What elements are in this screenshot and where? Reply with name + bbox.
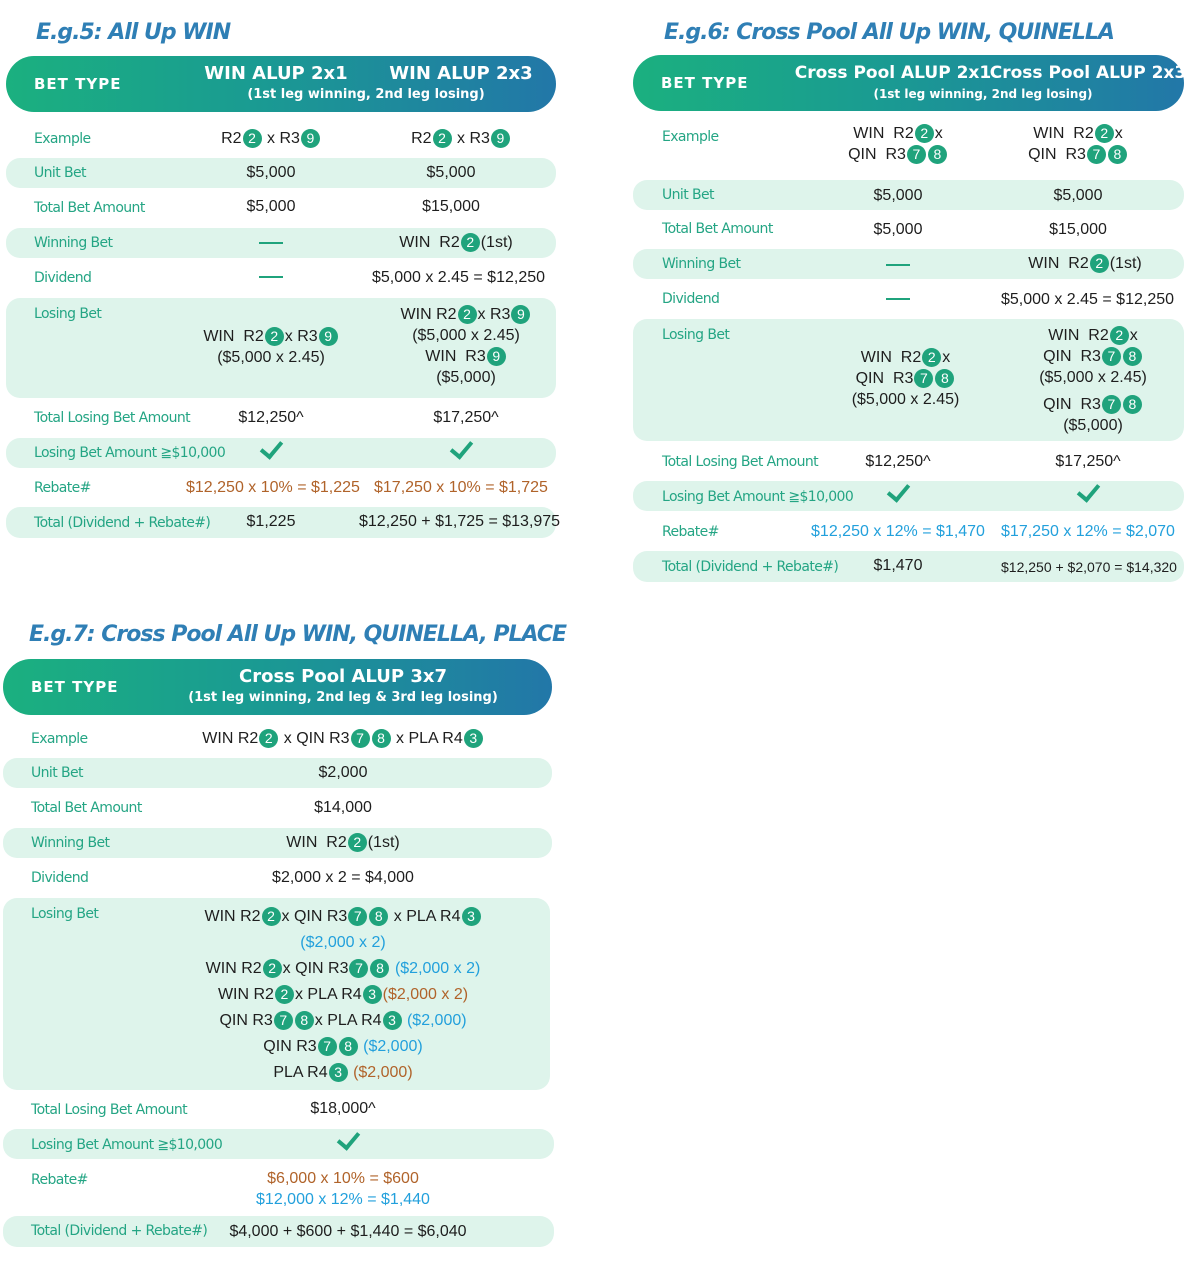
eg6-c1-rebate: $12,250 x 12% = $1,470 <box>811 523 985 540</box>
eg5-row-dividend <box>6 263 556 293</box>
eg7-title: E.g.7: Cross Pool All Up WIN, QUINELLA, PLACE <box>29 622 567 647</box>
eg5-bet-type: BET TYPE <box>34 75 122 93</box>
eg7-c1-example: WIN R2 2 x QIN R3 7 8 x PLA R4 3 <box>163 728 523 749</box>
eg7-header <box>3 659 552 715</box>
eg6-row-rebate <box>633 516 1184 546</box>
eg7-row-total <box>3 1216 554 1247</box>
eg6-c1-losing-bet: WIN R2 2 x QIN R3 7 8 ($5,000 x 2.45) <box>851 349 960 408</box>
eg5-c1-example: R2 2 x R3 9 <box>186 128 356 149</box>
row-label: Total Bet Amount <box>31 800 142 816</box>
eg6-row-losing-bet <box>633 319 1184 441</box>
eg6-title: E.g.6: Cross Pool All Up WIN, QUINELLA <box>664 20 1114 45</box>
eg5-c1-total-losing: $12,250^ <box>238 409 304 426</box>
eg5-header <box>6 56 556 112</box>
eg5-c2-winning-bet: WIN R2 2 (1st) <box>399 234 513 251</box>
eg7-col1-header: Cross Pool ALUP 3x7 <box>238 666 447 687</box>
eg7-c1-winning-bet: WIN R2 2 (1st) <box>286 834 400 851</box>
eg5-row-losing-threshold <box>6 438 556 468</box>
eg7-row-total-losing <box>3 1094 552 1124</box>
row-label: Example <box>662 129 719 145</box>
eg6-c1-check-icon <box>818 486 978 507</box>
eg7-c1-total-bet: $14,000 <box>314 799 372 816</box>
eg7-c1-rebate: $6,000 x 10% = $600 $12,000 x 12% = $1,440 <box>256 1170 430 1208</box>
row-label: Winning Bet <box>662 256 741 272</box>
eg7-row-losing-bet <box>3 898 550 1090</box>
row-label: Losing Bet Amount ≧$10,000 <box>662 489 854 505</box>
eg6-row-total-losing <box>633 446 1184 476</box>
eg7-c1-check-icon <box>163 1134 533 1155</box>
row-label: Losing Bet <box>662 327 730 343</box>
eg6-col2-header: Cross Pool ALUP 2x3 <box>989 63 1187 83</box>
eg5-c1-losing-bet: WIN R2 2 x R3 9 ($5,000 x 2.45) <box>186 326 356 368</box>
eg5-col2-header: WIN ALUP 2x3 <box>389 63 533 84</box>
eg6-row-total <box>633 551 1184 582</box>
eg5-c1-total-bet: $5,000 <box>246 198 296 215</box>
eg6-c1-dividend-dash <box>818 288 978 309</box>
eg5-c2-dividend: $5,000 x 2.45 = $12,250 <box>371 269 546 286</box>
eg5-row-total-bet <box>6 193 556 223</box>
eg6-c1-total: $1,470 <box>873 557 923 574</box>
eg6-c2-dividend: $5,000 x 2.45 = $12,250 <box>1000 291 1175 308</box>
eg5-title: E.g.5: All Up WIN <box>36 20 231 45</box>
eg5-row-total-losing <box>6 403 556 433</box>
eg7-row-example <box>3 724 552 754</box>
eg5-c2-total-losing: $17,250^ <box>433 409 499 426</box>
row-label: Total (Dividend + Rebate#) <box>662 559 839 575</box>
row-label: Total Losing Bet Amount <box>662 454 819 470</box>
eg6-c2-total: $12,250 + $2,070 = $14,320 <box>1001 559 1177 575</box>
eg7-subtitle: (1st leg winning, 2nd leg & 3rd leg losing) <box>188 690 498 705</box>
row-label: Unit Bet <box>34 165 86 181</box>
eg6-c1-total-bet: $5,000 <box>873 221 923 238</box>
eg6-c1-winning-dash <box>818 254 978 275</box>
eg5-c2-losing-bet: WIN R2 2 x R3 9 ($5,000 x 2.45) WIN R3 9 ($5,000) <box>381 304 551 388</box>
eg5-row-example <box>6 124 556 154</box>
eg6-row-losing-threshold <box>633 481 1184 511</box>
eg6-c2-check-icon <box>1008 486 1168 507</box>
eg5-row-rebate <box>6 473 556 503</box>
row-label: Winning Bet <box>31 835 110 851</box>
eg6-c2-winning-bet: WIN R2 2 (1st) <box>1028 255 1142 272</box>
eg7-c1-losing-bet: WIN R2 2 x QIN R3 7 8 x PLA R4 3 ($2,000 x 2) WIN R2 2 x QIN R3 7 8 ($2,000 x 2) WIN R2 2 x PLA R4 3 ($2,000 x 2) QIN R3 7 8 x PLA R4 3 ($2,000) QIN R3 7 8 ($2,000) PLA R4 3 ($2,000) <box>204 908 481 1081</box>
eg7-c1-unit-bet: $2,000 <box>318 764 368 781</box>
eg7-c1-total: $4,000 + $600 + $1,440 = $6,040 <box>229 1223 467 1240</box>
eg5-c1-dividend-dash <box>186 266 356 287</box>
eg5-c2-total: $12,250 + $1,725 = $13,975 <box>359 513 561 530</box>
eg6-c2-rebate: $17,250 x 12% = $2,070 <box>1001 523 1175 540</box>
row-label: Unit Bet <box>662 187 714 203</box>
row-label: Total Losing Bet Amount <box>34 410 191 426</box>
row-label: Dividend <box>662 291 720 307</box>
eg7-bet-type: BET TYPE <box>31 678 119 696</box>
eg6-row-dividend <box>633 284 1184 314</box>
eg7-row-dividend <box>3 863 552 893</box>
row-label: Losing Bet <box>31 906 99 922</box>
eg6-row-total-bet <box>633 214 1184 244</box>
eg5-c2-unit-bet: $5,000 <box>426 164 476 181</box>
eg7-row-winning-bet <box>3 828 552 858</box>
eg5-c2-rebate: $17,250 x 10% = $1,725 <box>374 479 548 496</box>
row-label: Winning Bet <box>34 235 113 251</box>
eg7-c1-dividend: $2,000 x 2 = $4,000 <box>272 869 414 886</box>
eg7-c1-total-losing: $18,000^ <box>310 1100 376 1117</box>
eg5-row-total <box>6 507 561 538</box>
row-label: Losing Bet Amount ≧$10,000 <box>31 1137 223 1153</box>
eg6-col1-header: Cross Pool ALUP 2x1 <box>794 63 992 83</box>
eg6-row-example <box>633 122 1184 174</box>
row-label: Total Losing Bet Amount <box>31 1102 188 1118</box>
eg6-subtitle: (1st leg winning, 2nd leg losing) <box>873 87 1093 101</box>
eg5-c2-example: R2 2 x R3 9 <box>376 128 546 149</box>
eg7-row-unit-bet <box>3 758 552 788</box>
row-label: Losing Bet <box>34 306 102 322</box>
row-label: Rebate# <box>662 524 719 540</box>
row-label: Rebate# <box>31 1172 88 1188</box>
row-label: Total Bet Amount <box>662 221 773 237</box>
eg6-c1-unit-bet: $5,000 <box>873 187 923 204</box>
eg6-bet-type: BET TYPE <box>661 74 749 92</box>
eg6-row-unit-bet <box>633 180 1184 210</box>
eg6-header <box>633 55 1187 111</box>
eg7-row-losing-threshold <box>3 1129 554 1159</box>
eg6-c1-total-losing: $12,250^ <box>865 453 931 470</box>
eg6-c2-total-bet: $15,000 <box>1049 221 1107 238</box>
eg7-row-total-bet <box>3 793 552 823</box>
eg5-row-losing-bet <box>6 298 556 398</box>
eg5-c1-unit-bet: $5,000 <box>246 164 296 181</box>
eg5-c2-total-bet: $15,000 <box>422 198 480 215</box>
row-label: Example <box>34 131 91 147</box>
eg5-col1-header: WIN ALUP 2x1 <box>204 63 348 84</box>
eg5-subtitle: (1st leg winning, 2nd leg losing) <box>247 87 485 102</box>
eg6-c2-unit-bet: $5,000 <box>1053 187 1103 204</box>
row-label: Total Bet Amount <box>34 200 145 216</box>
eg5-row-unit-bet <box>6 158 556 188</box>
eg5-c1-total: $1,225 <box>246 513 296 530</box>
row-label: Rebate# <box>34 480 91 496</box>
row-label: Dividend <box>34 270 92 286</box>
eg6-c1-example: WIN R2 2 x QIN R3 7 8 <box>818 123 978 165</box>
row-label: Total (Dividend + Rebate#) <box>31 1223 208 1239</box>
eg6-c2-losing-bet: WIN R2 2 x QIN R3 7 8 ($5,000 x 2.45) QIN R3 7 8 ($5,000) <box>1039 327 1147 434</box>
eg5-c2-check-icon <box>376 443 546 464</box>
eg6-row-winning-bet <box>633 249 1184 279</box>
row-label: Dividend <box>31 870 89 886</box>
eg5-c1-winning-dash <box>186 232 356 253</box>
eg6-c2-example: WIN R2 2 x QIN R3 7 8 <box>998 123 1158 165</box>
eg5-c1-check-icon <box>186 443 356 464</box>
eg5-row-winning-bet <box>6 228 556 258</box>
eg6-c2-total-losing: $17,250^ <box>1055 453 1121 470</box>
eg7-row-rebate <box>3 1164 552 1214</box>
row-label: Total (Dividend + Rebate#) <box>34 515 211 531</box>
eg5-c1-rebate: $12,250 x 10% = $1,225 <box>186 479 360 496</box>
row-label: Unit Bet <box>31 765 83 781</box>
row-label: Example <box>31 731 88 747</box>
row-label: Losing Bet Amount ≧$10,000 <box>34 445 226 461</box>
